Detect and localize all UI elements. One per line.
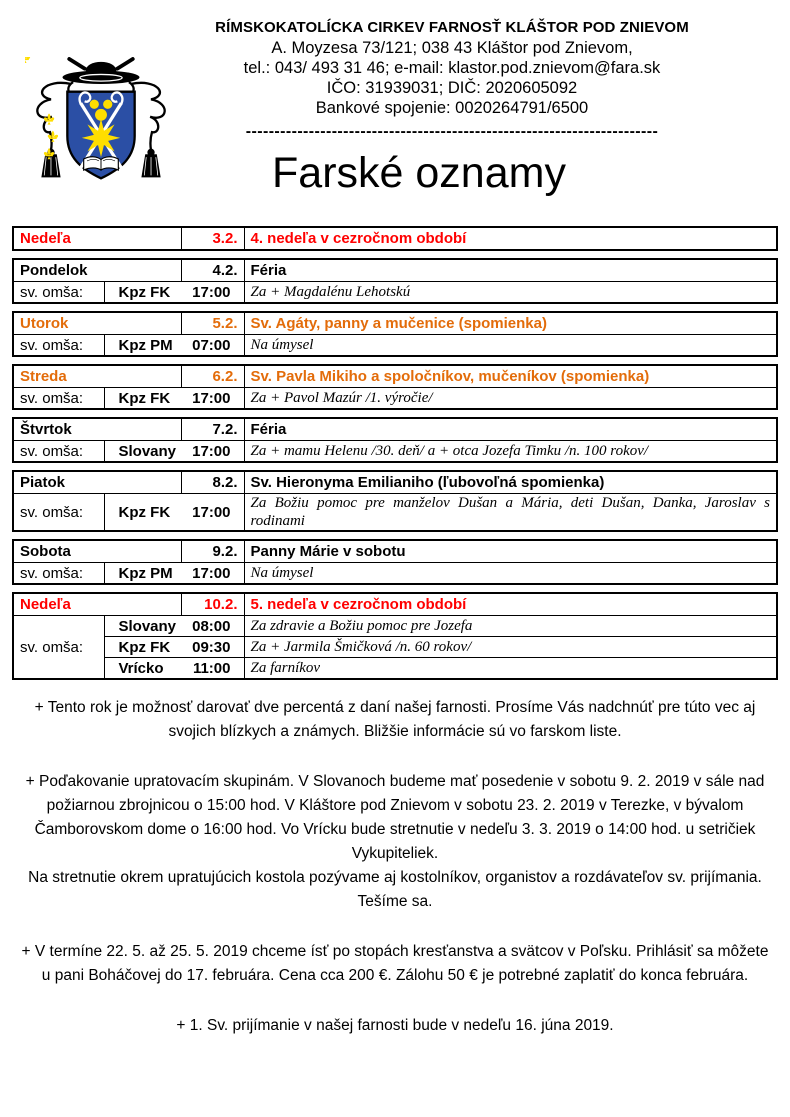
schedule-block	[12, 417, 778, 463]
feast-cell: Féria	[244, 418, 777, 441]
mass-row	[13, 637, 777, 658]
feast-cell: Sv. Hieronyma Emilianiho (ľubovoľná spomienka)	[244, 471, 777, 494]
mass-place: Slovany	[118, 442, 177, 460]
mass-time: 17:00	[192, 564, 231, 582]
date-cell: 3.2.	[181, 227, 244, 250]
day-row	[13, 312, 777, 335]
mass-intention-cell: Za + Pavol Mazúr /1. výročie/	[244, 388, 777, 410]
page-title: Farské oznamy	[272, 149, 566, 197]
mass-place-time-cell	[104, 658, 244, 680]
mass-row	[13, 563, 777, 585]
mass-intention-cell: Za farníkov	[244, 658, 777, 680]
date-cell: 10.2.	[181, 593, 244, 616]
mass-place-time-cell	[104, 563, 244, 585]
day-name-cell: Nedeľa	[13, 593, 181, 616]
day-name-cell: Štvrtok	[13, 418, 181, 441]
day-name-cell: Piatok	[13, 471, 181, 494]
day-row	[13, 227, 777, 250]
announcement-paragraph: + V termíne 22. 5. až 25. 5. 2019 chceme ísť po stopách kresťanstva a svätcov v Poľsku. Prihlásiť sa môžete u pani Boháčovej do 17. februára. Cena cca 200 €. Zálohu 50 € je potrebné zaplatiť do konca februára.	[21, 943, 769, 984]
contact-line: tel.: 043/ 493 31 46; e-mail: klastor.pod.znievom@fara.sk	[243, 59, 661, 77]
mass-time: 08:00	[192, 617, 231, 635]
mass-intention-cell: Za zdravie a Božiu pomoc pre Jozefa	[244, 616, 777, 637]
day-name-cell: Nedeľa	[13, 227, 181, 250]
mass-place: Kpz PM	[118, 336, 173, 354]
mass-label-cell: sv. omša:	[13, 335, 104, 357]
day-row	[13, 418, 777, 441]
org-name: RÍMSKOKATOLÍCKA CIRKEV FARNOSŤ KLÁŠTOR POD ZNIEVOM	[215, 19, 689, 36]
day-name-cell: Streda	[13, 365, 181, 388]
mass-row	[13, 335, 777, 357]
dashed-divider: ------------------------------------------------------------------------	[245, 123, 659, 140]
mass-label-cell: sv. omša:	[13, 388, 104, 410]
announcement-paragraph: + 1. Sv. prijímanie v našej farnosti bude v nedeľu 16. júna 2019.	[176, 1017, 614, 1034]
mass-time: 17:00	[192, 283, 231, 301]
feast-cell: 5. nedeľa v cezročnom období	[244, 593, 777, 616]
mass-intention-cell: Za + Magdalénu Lehotskú	[244, 282, 777, 304]
letterhead	[0, 0, 790, 198]
announcement-paragraph: + Poďakovanie upratovacím skupinám. V Slovanoch budeme mať posedenie v sobotu 9. 2. 2019 v sále nad požiarnou zbrojnicou o 15:00 hod. V Kláštore pod Znievom v sobotu 23. 2. 2019 v Terezke, v bývalom Čamborovskom dome o 16:00 hod. Vo Vrícku bude stretnutie v nedeľu 3. 3. 2019 o 14:00 hod. u setričiek Vykupiteliek.	[25, 773, 765, 862]
mass-intention-cell: Za + mamu Helenu /30. deň/ a + otca Jozefa Timku /n. 100 rokov/	[244, 441, 777, 463]
mass-place-time-cell	[104, 616, 244, 637]
mass-time: 07:00	[192, 336, 231, 354]
mass-intention-cell: Na úmysel	[244, 335, 777, 357]
feast-cell: Féria	[244, 259, 777, 282]
mass-label-cell: sv. omša:	[13, 563, 104, 585]
mass-intention-cell: Na úmysel	[244, 563, 777, 585]
schedule-block	[12, 258, 778, 304]
mass-row	[13, 494, 777, 532]
day-row	[13, 540, 777, 563]
mass-label-cell: sv. omša:	[13, 616, 104, 680]
parish-coat-of-arms-icon	[25, 57, 177, 188]
mass-place-time-cell	[104, 388, 244, 410]
schedule-block	[12, 539, 778, 585]
mass-row	[13, 441, 777, 463]
mass-label-cell: sv. omša:	[13, 282, 104, 304]
mass-time: 11:00	[192, 659, 231, 677]
mass-place-time-cell	[104, 282, 244, 304]
day-row	[13, 471, 777, 494]
mass-place: Kpz FK	[118, 283, 171, 301]
announcement-paragraph: + Tento rok je možnosť darovať dve percentá z daní našej farnosti. Prosíme Vás nadchnúť pre túto vec aj svojich blízkych a známych. Bližšie informácie sú vo farskom liste.	[34, 699, 756, 740]
schedule-block	[12, 592, 778, 680]
feast-cell: Panny Márie v sobotu	[244, 540, 777, 563]
mass-place: Kpz FK	[118, 503, 171, 521]
mass-place-time-cell	[104, 637, 244, 658]
date-cell: 5.2.	[181, 312, 244, 335]
mass-place-time-cell	[104, 335, 244, 357]
schedule-block	[12, 364, 778, 410]
day-row	[13, 259, 777, 282]
mass-place-time-cell	[104, 494, 244, 532]
mass-intention-cell: Za + Jarmila Šmičková /n. 60 rokov/	[244, 637, 777, 658]
schedule-block	[12, 226, 778, 251]
date-cell: 6.2.	[181, 365, 244, 388]
letterhead-text	[172, 18, 732, 141]
mass-time: 17:00	[192, 389, 231, 407]
announcements	[20, 696, 770, 1038]
day-row	[13, 365, 777, 388]
day-name-cell: Sobota	[13, 540, 181, 563]
date-cell: 7.2.	[181, 418, 244, 441]
address-line: A. Moyzesa 73/121; 038 43 Kláštor pod Znievom,	[271, 39, 633, 57]
bank-line: Bankové spojenie: 0020264791/6500	[315, 99, 589, 117]
date-cell: 8.2.	[181, 471, 244, 494]
mass-schedule	[12, 226, 778, 680]
mass-row	[13, 658, 777, 680]
mass-time: 17:00	[192, 503, 231, 521]
date-cell: 4.2.	[181, 259, 244, 282]
mass-place: Slovany	[118, 617, 177, 635]
schedule-block	[12, 311, 778, 357]
mass-place: Kpz FK	[118, 638, 171, 656]
feast-cell: Sv. Pavla Mikiho a spoločníkov, mučeníkov (spomienka)	[244, 365, 777, 388]
day-name-cell: Pondelok	[13, 259, 181, 282]
mass-intention-cell: Za Božiu pomoc pre manželov Dušan a Mária, deti Dušan, Danka, Jaroslav s rodinami	[244, 494, 777, 532]
mass-place-time-cell	[104, 441, 244, 463]
day-name-cell: Utorok	[13, 312, 181, 335]
mass-label-cell: sv. omša:	[13, 494, 104, 532]
mass-place: Kpz PM	[118, 564, 173, 582]
feast-cell: Sv. Agáty, panny a mučenice (spomienka)	[244, 312, 777, 335]
registration-line: IČO: 31939031; DIČ: 2020605092	[326, 79, 578, 97]
feast-cell: 4. nedeľa v cezročnom období	[244, 227, 777, 250]
date-cell: 9.2.	[181, 540, 244, 563]
schedule-block	[12, 470, 778, 532]
mass-place: Vrícko	[118, 659, 164, 677]
day-row	[13, 593, 777, 616]
mass-row	[13, 388, 777, 410]
mass-row	[13, 282, 777, 304]
mass-time: 09:30	[192, 638, 231, 656]
mass-time: 17:00	[192, 442, 231, 460]
mass-label-cell: sv. omša:	[13, 441, 104, 463]
announcement-paragraph: Na stretnutie okrem upratujúcich kostola pozývame aj kostolníkov, organistov a rozdávateľov sv. prijímania. Tešíme sa.	[28, 869, 762, 910]
mass-row	[13, 616, 777, 637]
mass-place: Kpz FK	[118, 389, 171, 407]
